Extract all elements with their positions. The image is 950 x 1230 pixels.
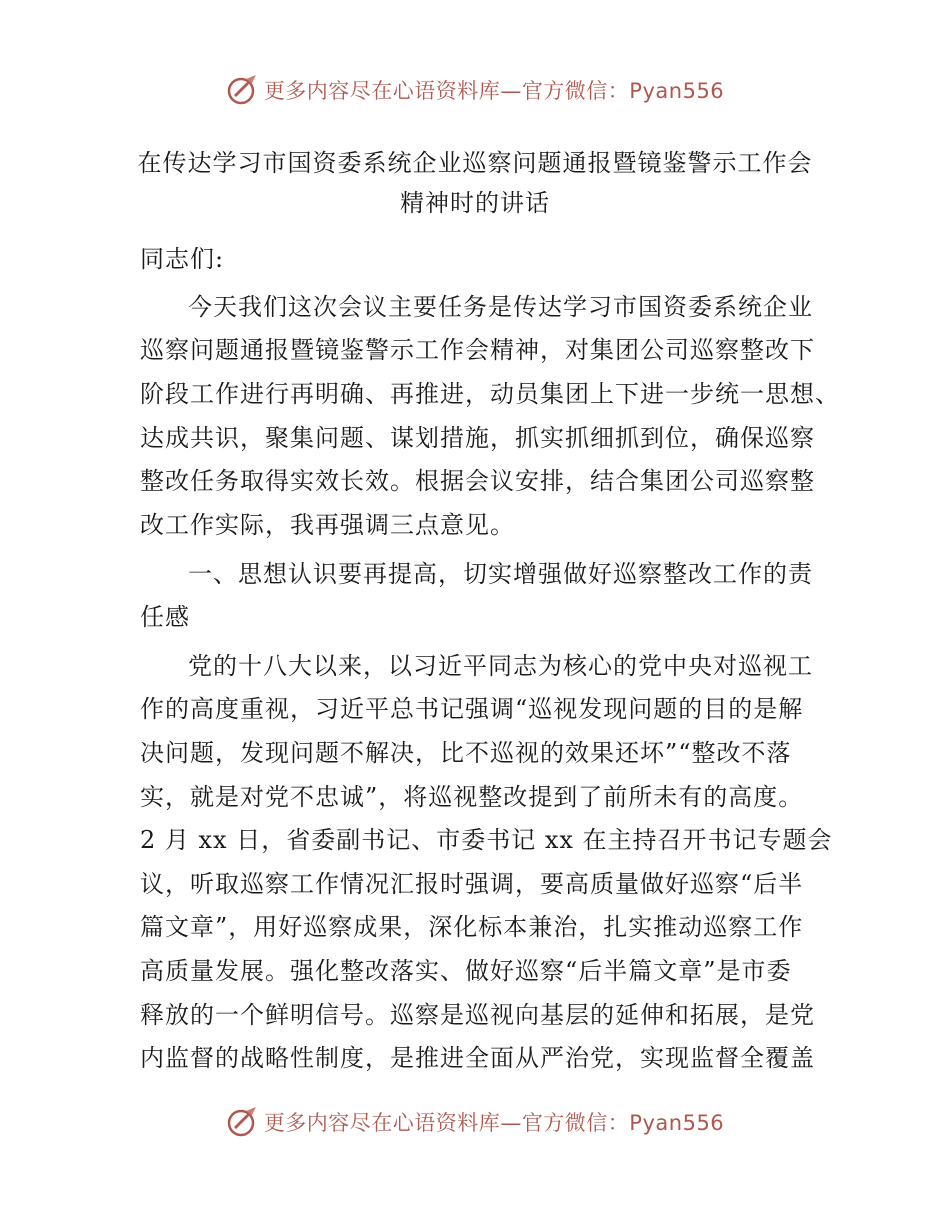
page-title-continued: 精神时的讲话: [400, 189, 550, 217]
footer-banner: [0, 1100, 950, 1144]
header-banner: [0, 68, 950, 112]
salutation: 同志们:: [140, 245, 225, 273]
paragraph-line: 篇文章”，用好巡察成果，深化标本兼治，扎实推动巡察工作: [140, 913, 804, 941]
section-heading-continued: 任感: [140, 603, 190, 631]
paragraph-line: 议，听取巡察工作情况汇报时强调，要高质量做好巡察“后半: [140, 870, 804, 898]
paragraph-line: 达成共识，聚集问题、谋划措施，抓实抓细抓到位，确保巡察: [140, 424, 815, 452]
paragraph-line: 整改任务取得实效长效。根据会议安排，结合集团公司巡察整: [140, 467, 815, 495]
paragraph-line: 巡察问题通报暨镜鉴警示工作会精神，对集团公司巡察整改下: [140, 336, 815, 364]
paragraph-line: 作的高度重视，习近平总书记强调“巡视发现问题的目的是解: [140, 695, 804, 723]
section-heading: 一、思想认识要再提高，切实增强做好巡察整改工作的责: [188, 560, 813, 588]
paragraph-line: 阶段工作进行再明确、再推进，动员集团上下进一步统一思想、: [140, 380, 840, 408]
banner-text: 更多内容尽在心语资料库—官方微信：Pyan556: [263, 1111, 725, 1135]
paragraph-line: 决问题，发现问题不解决，比不巡视的效果还坏”“整改不落: [140, 739, 792, 767]
paragraph-line: 党的十八大以来，以习近平同志为核心的党中央对巡视工: [188, 652, 813, 680]
paragraph-line: 高质量发展。强化整改落实、做好巡察“后半篇文章”是市委: [140, 957, 792, 985]
page-title: 在传达学习市国资委系统企业巡察问题通报暨镜鉴警示工作会: [137, 149, 813, 177]
brand-logo-icon: [226, 1105, 260, 1139]
paragraph-line: 改工作实际，我再强调三点意见。: [140, 511, 515, 539]
paragraph-line: 内监督的战略性制度，是推进全面从严治党，实现监督全覆盖: [140, 1044, 815, 1072]
banner-text: 更多内容尽在心语资料库—官方微信：Pyan556: [263, 79, 725, 103]
paragraph-line: 2 月 xx 日，省委副书记、市委书记 xx 在主持召开书记专题会: [140, 826, 833, 854]
paragraph-line: 今天我们这次会议主要任务是传达学习市国资委系统企业: [188, 293, 813, 321]
brand-logo-icon: [226, 73, 260, 107]
paragraph-line: 实，就是对党不忠诚”，将巡视整改提到了前所未有的高度。: [140, 783, 804, 811]
paragraph-line: 释放的一个鲜明信号。巡察是巡视向基层的延伸和拓展，是党: [140, 1001, 815, 1029]
